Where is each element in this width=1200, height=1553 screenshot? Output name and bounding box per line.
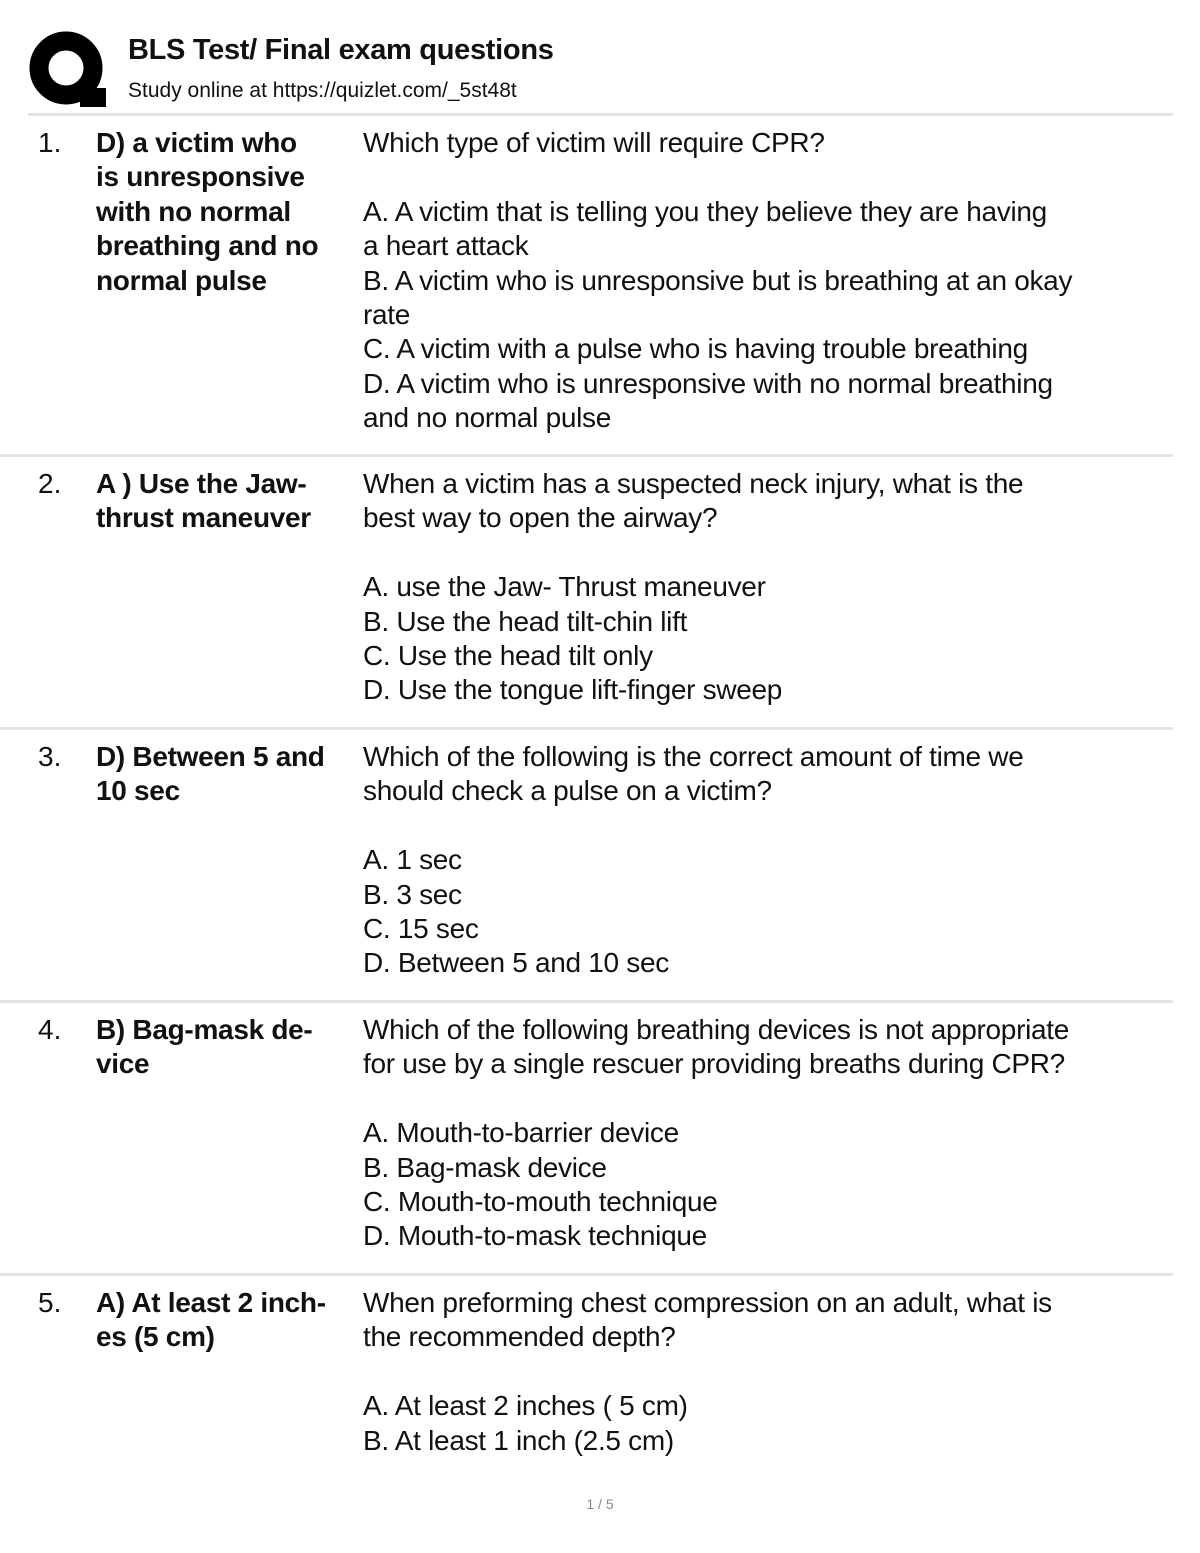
card-divider — [0, 727, 1173, 730]
question-line: A. At least 2 inches ( 5 cm) — [363, 1390, 688, 1422]
question-line: Which type of victim will require CPR? — [363, 127, 825, 158]
flashcard-4 — [0, 1013, 1173, 1276]
flashcard-1 — [0, 126, 1173, 457]
card-number: 2. — [38, 468, 62, 499]
question-gap — [363, 1355, 1163, 1389]
question-line: D. A victim who is unresponsive with no normal breathing — [363, 367, 1053, 399]
card-divider — [0, 1000, 1173, 1003]
card-question — [363, 1286, 1163, 1458]
answer-line: vice — [96, 1048, 150, 1080]
question-line: B. 3 sec — [363, 878, 462, 910]
header-divider — [28, 113, 1173, 116]
answer-line: is unresponsive — [96, 161, 305, 193]
card-number: 5. — [38, 1287, 62, 1318]
question-line: C. Mouth-to-mouth technique — [363, 1186, 718, 1218]
question-gap — [363, 1082, 1163, 1116]
card-answer — [96, 1013, 358, 1082]
flashcard-5 — [0, 1286, 1173, 1486]
question-line: rate — [363, 299, 411, 331]
question-gap — [363, 536, 1163, 570]
answer-line: with no normal — [96, 195, 291, 227]
question-line: Which of the following breathing devices is not appropriate — [363, 1014, 1070, 1045]
document-header — [28, 28, 1178, 108]
question-line: for use by a single rescuer providing breaths during CPR? — [363, 1048, 1065, 1080]
document-title: BLS Test/ Final exam questions — [128, 34, 554, 66]
quizlet-logo-icon — [28, 30, 108, 110]
answer-line: normal pulse — [96, 264, 267, 296]
answer-line: A ) Use the Jaw- — [96, 468, 307, 499]
card-question — [363, 740, 1163, 981]
question-gap — [363, 809, 1163, 843]
question-line: B. Use the head tilt-chin lift — [363, 605, 688, 637]
question-line: the recommended depth? — [363, 1321, 676, 1353]
card-answer — [96, 467, 358, 536]
question-line: D. Use the tongue lift-finger sweep — [363, 674, 783, 706]
question-line: C. 15 sec — [363, 913, 479, 945]
card-answer — [96, 1286, 358, 1355]
question-line: A. 1 sec — [363, 844, 462, 876]
flashcard-2 — [0, 467, 1173, 730]
question-line: and no normal pulse — [363, 402, 612, 434]
question-line: Which of the following is the correct amount of time we — [363, 741, 1024, 772]
card-number: 1. — [38, 127, 62, 158]
question-line: D. Mouth-to-mask technique — [363, 1220, 707, 1252]
question-line: should check a pulse on a victim? — [363, 775, 772, 807]
question-line: a heart attack — [363, 230, 529, 262]
card-question — [363, 467, 1163, 708]
answer-line: A) At least 2 inch- — [96, 1287, 326, 1318]
flashcard-3 — [0, 740, 1173, 1003]
question-line: C. Use the head tilt only — [363, 640, 653, 672]
question-gap — [363, 160, 1163, 194]
card-number: 4. — [38, 1014, 62, 1045]
question-line: best way to open the airway? — [363, 502, 718, 534]
question-line: When a victim has a suspected neck injury, what is the — [363, 468, 1024, 499]
question-line: B. At least 1 inch (2.5 cm) — [363, 1424, 674, 1456]
question-line: When preforming chest compression on an adult, what is — [363, 1287, 1052, 1318]
card-answer — [96, 126, 358, 298]
card-divider — [0, 1273, 1173, 1276]
answer-line: D) Between 5 and — [96, 741, 325, 772]
answer-line: B) Bag-mask de- — [96, 1014, 313, 1045]
question-line: D. Between 5 and 10 sec — [363, 947, 669, 979]
question-line: A. use the Jaw- Thrust maneuver — [363, 571, 766, 603]
card-question — [363, 126, 1163, 436]
question-line: A. Mouth-to-barrier device — [363, 1117, 679, 1149]
card-answer — [96, 740, 358, 809]
question-line: B. Bag-mask device — [363, 1151, 607, 1183]
card-divider — [0, 454, 1173, 457]
study-online-link[interactable]: Study online at https://quizlet.com/_5st48t — [128, 79, 517, 102]
answer-line: 10 sec — [96, 775, 180, 807]
card-question — [363, 1013, 1163, 1254]
answer-line: breathing and no — [96, 230, 319, 262]
answer-line: D) a victim who — [96, 127, 297, 158]
question-line: C. A victim with a pulse who is having trouble breathing — [363, 333, 1028, 365]
card-number: 3. — [38, 741, 62, 772]
question-line: A. A victim that is telling you they believe they are having — [363, 195, 1047, 227]
page-indicator: 1 / 5 — [586, 1496, 614, 1512]
question-line: B. A victim who is unresponsive but is breathing at an okay — [363, 264, 1073, 296]
answer-line: es (5 cm) — [96, 1321, 215, 1353]
answer-line: thrust maneuver — [96, 502, 311, 534]
